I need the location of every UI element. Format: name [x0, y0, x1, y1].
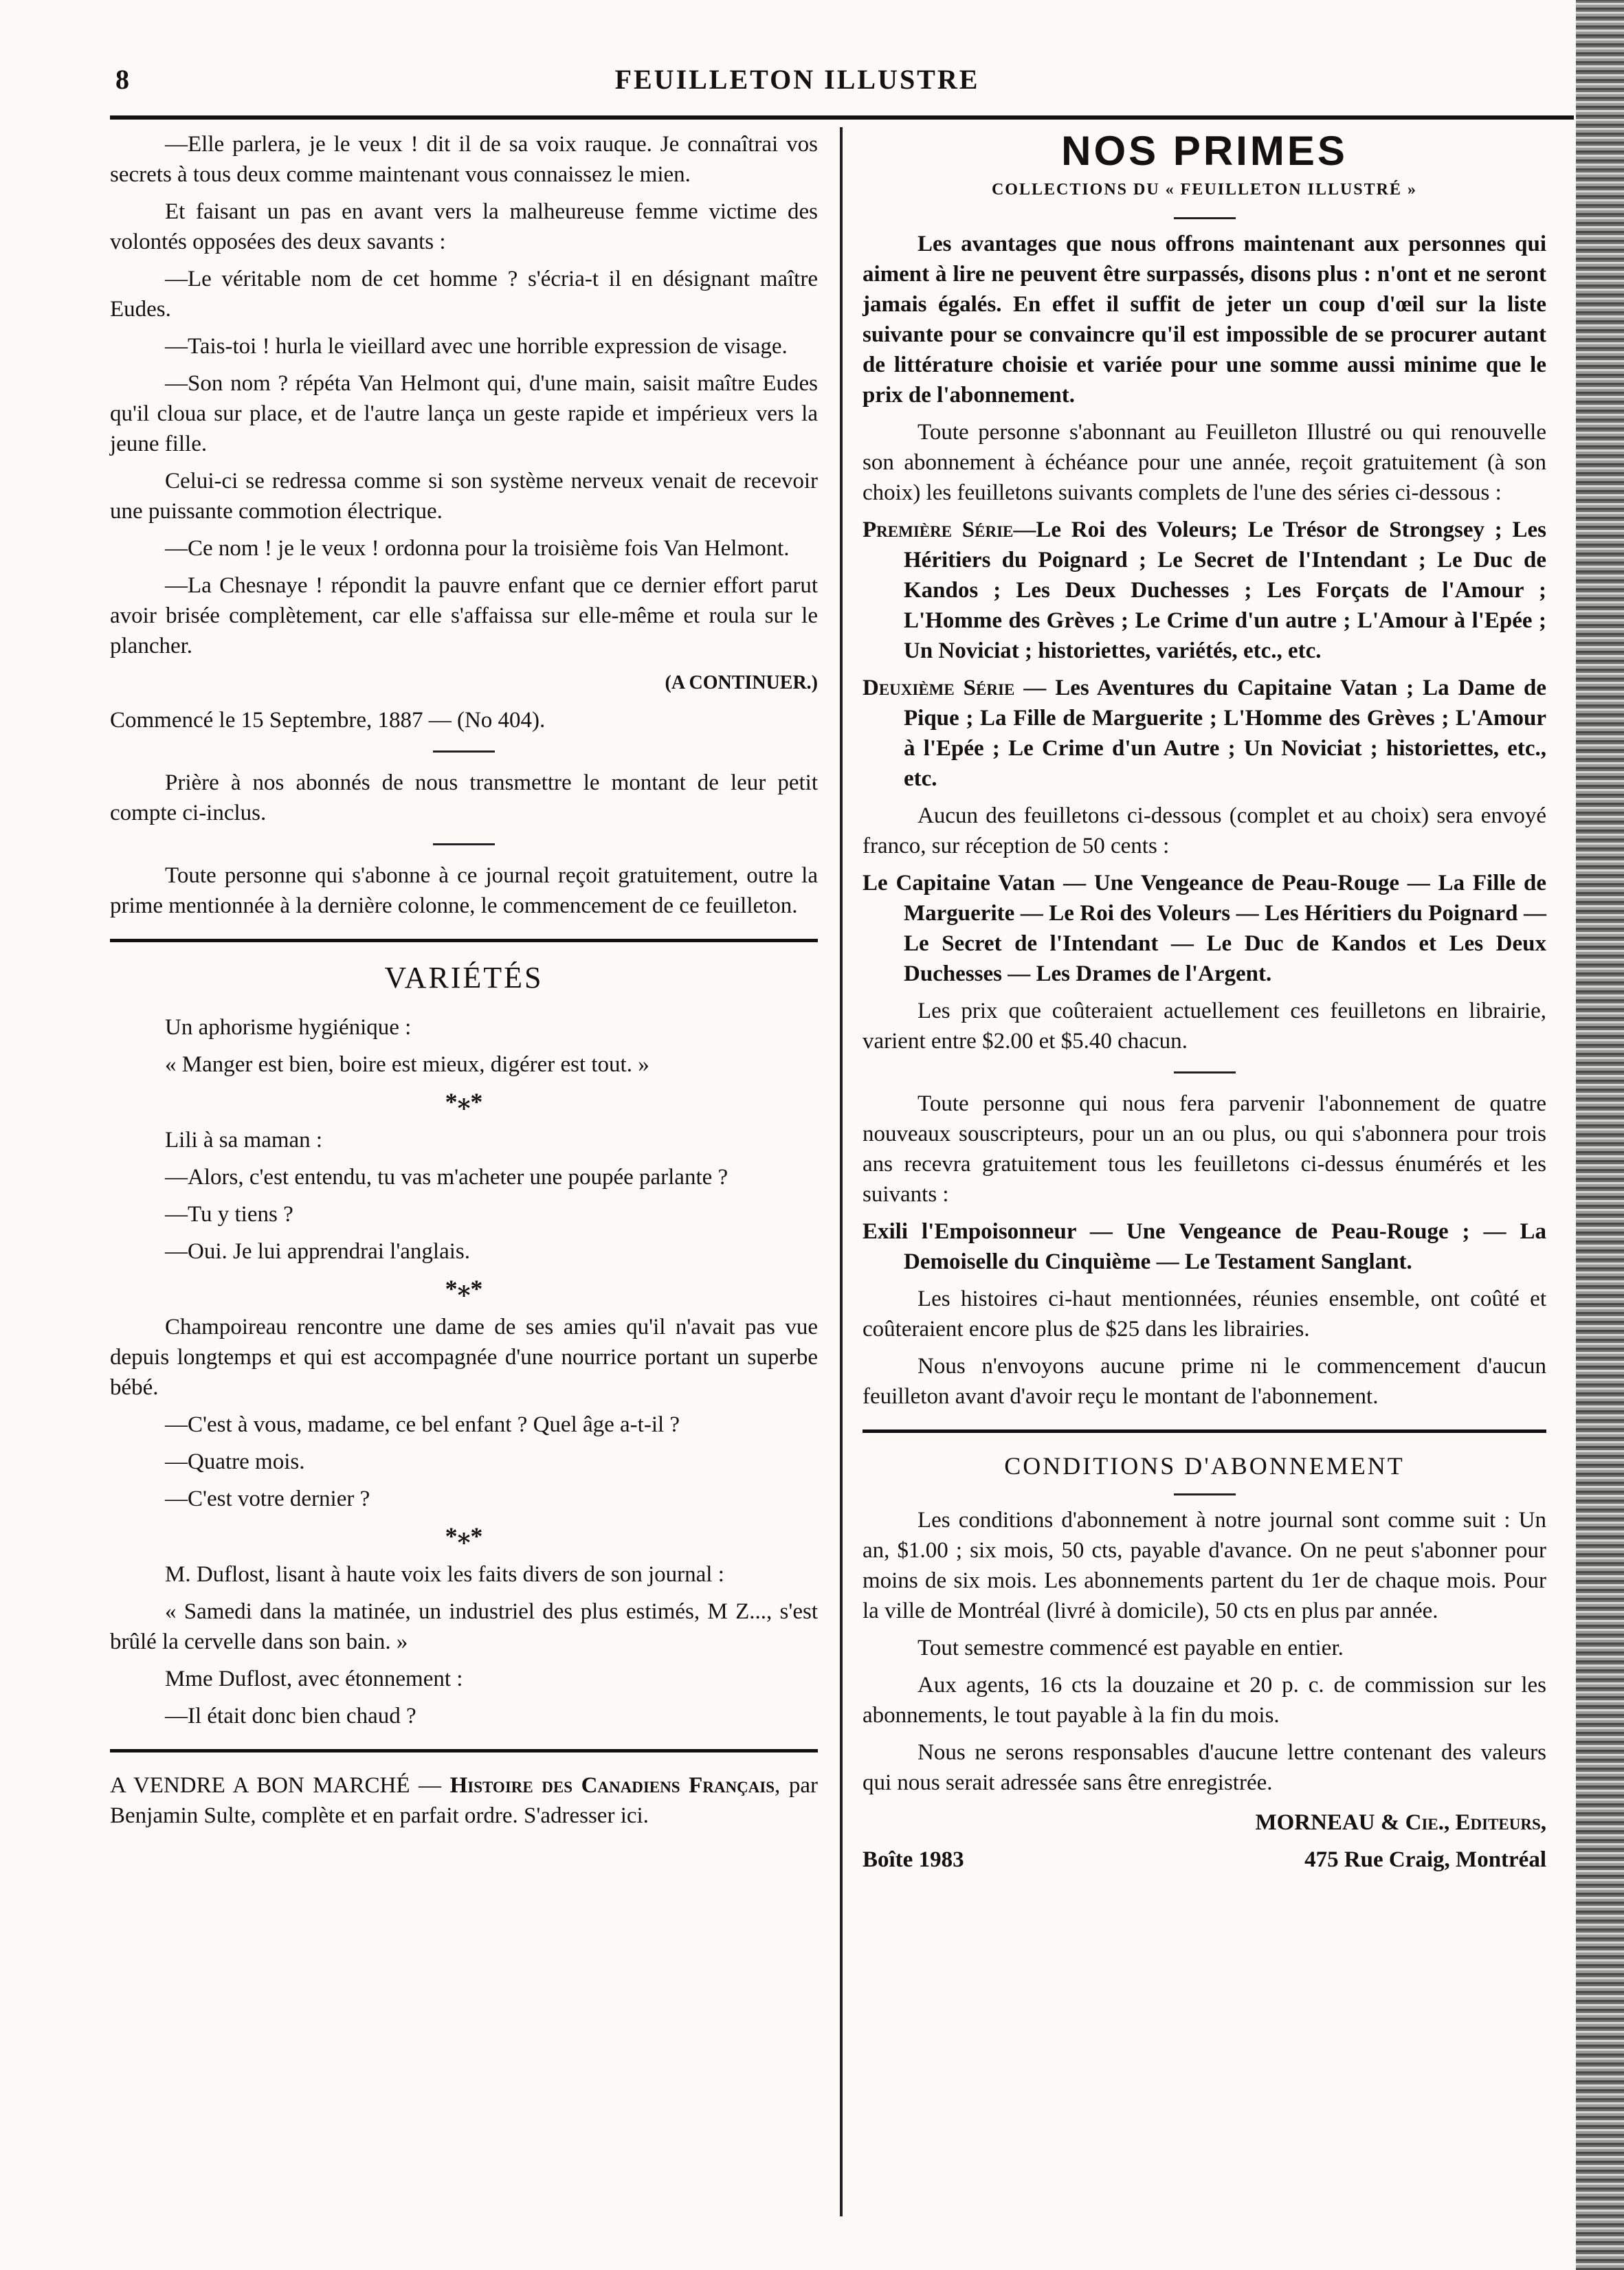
series-two: [863, 673, 1546, 794]
page-number: 8: [115, 64, 130, 95]
publication-title: FEUILLETON ILLUSTRE: [614, 64, 980, 95]
single-offer-list: Le Capitaine Vatan — Une Vengeance de Peau-Rouge — La Fille de Marguerite — Le Roi des Voleurs — Les Héritiers du Poignard — Le Secret de l'Intendant — Le Duc de Kandos et Les Deux Duchesses — Les Drames de l'Argent.: [863, 871, 1546, 986]
separator: [433, 750, 495, 753]
section-rule: [863, 1429, 1546, 1433]
variety-line: Un aphorisme hygiénique :: [165, 1015, 412, 1040]
conditions-terms: Les conditions d'abonnement à notre journal sont comme suit : Un an, $1.00 ; six mois, 50 cts, payable d'avance. On ne peut s'abonner pour moins de six mois. Les abonnements partent du 1er de chaque mois. Pour la ville de Montréal (livré à domicile), 50 cts en plus par année.: [863, 1508, 1546, 1623]
variety-line: Lili à sa maman :: [165, 1128, 323, 1153]
street-address: 475 Rue Craig, Montréal: [1304, 1847, 1546, 1872]
variety-line: —C'est à vous, madame, ce bel enfant ? Quel âge a-t-il ?: [165, 1412, 680, 1437]
asterism: *⁎*: [445, 1522, 483, 1550]
section-rule: [110, 1749, 818, 1752]
for-sale-book-title: Histoire des Canadiens Français: [449, 1773, 775, 1798]
story-paragraph: —Ce nom ! je le veux ! ordonna pour la troisième fois Van Helmont.: [165, 536, 790, 561]
notice-payment: Prière à nos abonnés de nous transmettre le montant de leur petit compte ci-inclus.: [110, 770, 818, 825]
separator: [1174, 1493, 1236, 1495]
variety-line: « Samedi dans la matinée, un industriel des plus estimés, M Z..., s'est brûlé la cervelle dans son bain. »: [110, 1599, 818, 1654]
variety-line: —Quatre mois.: [165, 1449, 305, 1474]
variety-line: —Il était donc bien chaud ?: [165, 1704, 416, 1728]
story-paragraph: —Tais-toi ! hurla le vieillard avec une horrible expression de visage.: [165, 334, 788, 359]
asterism: *⁎*: [445, 1088, 483, 1115]
section-rule: [110, 939, 818, 942]
series-one-list: —Le Roi des Voleurs; Le Trésor de Strongsey ; Les Héritiers du Poignard ; Le Secret de l'Intendant ; Le Duc de Kandos ; Les Deux Duchesses ; Les Forçats de l'Amour ; L'Homme des Grèves ; Le Crime d'un autre ; L'Amour à l'Epée ; Un Noviciat ; historiettes, variétés, etc., etc.: [904, 518, 1547, 663]
series-one: [863, 515, 1546, 666]
conditions-semester: Tout semestre commencé est payable en entier.: [917, 1636, 1344, 1660]
story-paragraph: —Elle parlera, je le veux ! dit il de sa voix rauque. Je connaîtrai vos secrets à tous deux comme maintenant vous connaissez le mien.: [110, 132, 818, 187]
for-sale-details: , par Benjamin Sulte, complète et en parfait ordre. S'adresser ici.: [110, 1773, 818, 1828]
story-paragraph: —Le véritable nom de cet homme ? s'écria-t il en désignant maître Eudes.: [110, 267, 818, 322]
serial-start-note: Commencé le 15 Septembre, 1887 — (No 404).: [110, 708, 546, 733]
variety-line: Mme Duflost, avec étonnement :: [165, 1667, 463, 1691]
to-be-continued: (A CONTINUER.): [665, 672, 818, 693]
right-column: [863, 129, 1546, 1875]
price-note: Les prix que coûteraient actuellement ces feuilletons en librairie, varient entre $2.00 et $5.40 chacun.: [863, 999, 1546, 1054]
separator: [1174, 1071, 1236, 1073]
conditions-heading: CONDITIONS D'ABONNEMENT: [1004, 1452, 1405, 1480]
for-sale-lead: A VENDRE A BON MARCHÉ —: [110, 1773, 450, 1798]
page-header: [110, 63, 1484, 104]
conditions-agents: Aux agents, 16 cts la douzaine et 20 p. c. de commission sur les abonnements, le tout payable à la fin du mois.: [863, 1673, 1546, 1728]
variety-line: « Manger est bien, boire est mieux, digérer est tout. »: [165, 1052, 649, 1077]
primes-intro: Les avantages que nous offrons maintenant aux personnes qui aiment à lire ne peuvent être surpassés, disons plus : n'ont et ne seront jamais égalés. En effet il suffit de jeter un coup d'œil sur la liste suivante pour se convaincre qu'il est impossible de se procurer autant de littérature choisie et variée pour une somme aussi minime que le prix de l'abonnement.: [863, 232, 1546, 408]
story-paragraph: —Son nom ? répéta Van Helmont qui, d'une main, saisit maître Eudes qu'il cloua sur place, et de l'autre lança un geste rapide et impérieux vers la jeune fille.: [110, 371, 818, 456]
header-rule: [110, 115, 1574, 120]
variety-line: —C'est votre dernier ?: [165, 1487, 370, 1511]
variety-line: —Tu y tiens ?: [165, 1202, 293, 1227]
referral-list: Exili l'Empoisonneur — Une Vengeance de Peau-Rouge ; — La Demoiselle du Cinquième — Le Testament Sanglant.: [863, 1219, 1546, 1274]
value-note: Les histoires ci-haut mentionnées, réunies ensemble, ont coûté et coûteraient encore plus de $25 dans les librairies.: [863, 1287, 1546, 1342]
left-column: [110, 129, 818, 1838]
primes-heading: NOS PRIMES: [1061, 128, 1348, 174]
referral-offer: Toute personne qui nous fera parvenir l'abonnement de quatre nouveaux souscripteurs, pour un an ou plus, ou qui s'abonnera pour trois ans recevra gratuitement tous les feuilletons ci-dessus énumérés et les suivants :: [863, 1091, 1546, 1207]
post-box: Boîte 1983: [863, 1847, 964, 1872]
varietes-heading: VARIÉTÉS: [384, 961, 544, 994]
variety-line: M. Duflost, lisant à haute voix les faits divers de son journal :: [165, 1562, 724, 1587]
series-one-label: Première Série: [863, 518, 1014, 542]
story-paragraph: Celui-ci se redressa comme si son système nerveux venait de recevoir une puissante commotion électrique.: [110, 469, 818, 524]
separator: [433, 843, 495, 845]
notice-subscription: Toute personne qui s'abonne à ce journal reçoit gratuitement, outre la prime mentionnée à la dernière colonne, le commencement de ce feuilleton.: [110, 863, 818, 918]
primes-offer: Toute personne s'abonnant au Feuilleton Illustré ou qui renouvelle son abonnement à échéance pour une année, reçoit gratuitement (à son choix) les feuilletons suivants complets de l'une des séries ci-dessous :: [863, 420, 1546, 505]
conditions-liability: Nous ne serons responsables d'aucune lettre contenant des valeurs qui nous serait adressée sans être enregistrée.: [863, 1740, 1546, 1795]
for-sale-ad: [110, 1770, 818, 1831]
series-two-label: Deuxième Série: [863, 676, 1015, 700]
publisher-name: MORNEAU & Cie., Editeurs,: [1255, 1810, 1546, 1835]
separator: [1174, 217, 1236, 219]
variety-line: —Oui. Je lui apprendrai l'anglais.: [165, 1239, 471, 1264]
publisher-address: [863, 1845, 1546, 1875]
primes-subheading: COLLECTIONS DU « FEUILLETON ILLUSTRÉ »: [991, 181, 1418, 199]
payment-required-note: Nous n'envoyons aucune prime ni le commencement d'aucun feuilleton avant d'avoir reçu le montant de l'abonnement.: [863, 1354, 1546, 1409]
asterism: *⁎*: [445, 1275, 483, 1302]
page-edge-scan-border: [1576, 0, 1624, 2270]
column-divider: [840, 127, 843, 2216]
variety-line: Champoireau rencontre une dame de ses amies qu'il n'avait pas vue depuis longtemps et qui est accompagnée d'une nourrice portant un superbe bébé.: [110, 1315, 818, 1400]
story-paragraph: —La Chesnaye ! répondit la pauvre enfant que ce dernier effort parut avoir brisée complètement, car elle s'affaissa sur elle-même et roula sur le plancher.: [110, 573, 818, 658]
variety-line: —Alors, c'est entendu, tu vas m'acheter une poupée parlante ?: [165, 1165, 728, 1190]
single-offer: Aucun des feuilletons ci-dessous (complet et au choix) sera envoyé franco, sur réception de 50 cents :: [863, 803, 1546, 858]
story-paragraph: Et faisant un pas en avant vers la malheureuse femme victime des volontés opposées des deux savants :: [110, 199, 818, 254]
series-two-list: — Les Aventures du Capitaine Vatan ; La Dame de Pique ; La Fille de Marguerite ; L'Homme des Grèves ; L'Amour à l'Epée ; Le Crime d'un Autre ; Un Noviciat ; historiettes, etc., etc.: [904, 676, 1546, 791]
